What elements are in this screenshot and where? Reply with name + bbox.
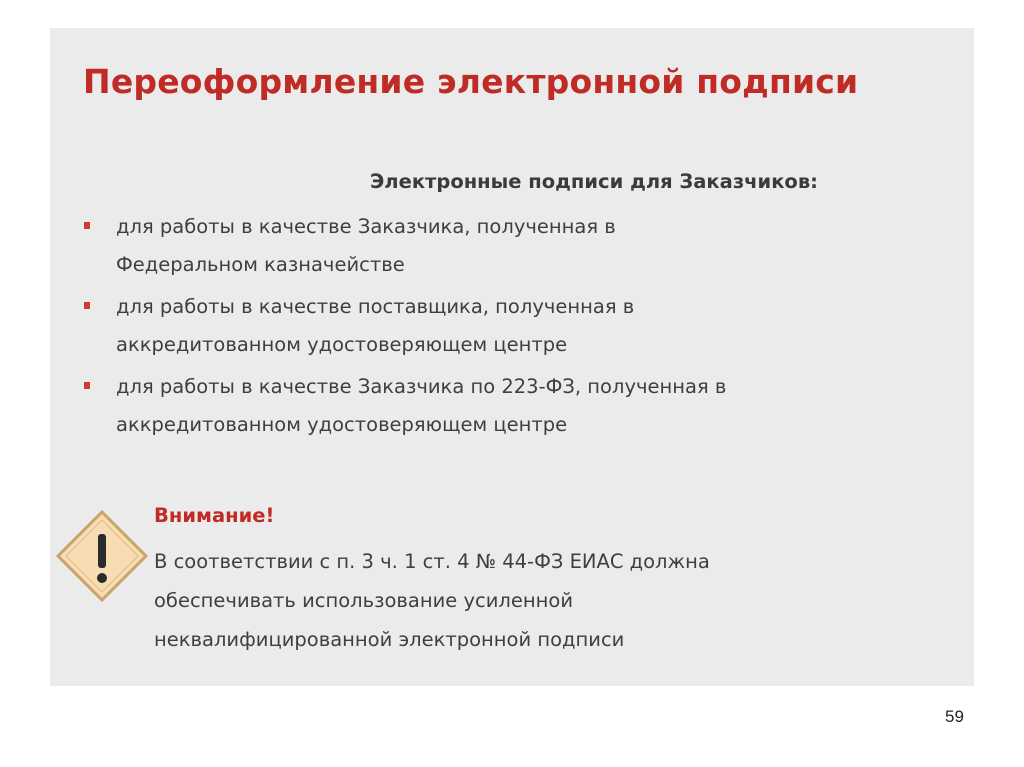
bullet-text-line: для работы в качестве поставщика, полученная в [116, 295, 635, 318]
bullet-marker-icon [84, 302, 90, 309]
bullet-list [80, 208, 940, 448]
slide-title: Переоформление электронной подписи [83, 62, 859, 101]
list-item [80, 288, 940, 364]
attention-text-line: неквалифицированной электронной подписи [154, 628, 625, 651]
bullet-text-line: аккредитованном удостоверяющем центре [116, 413, 568, 436]
warning-exclamation-icon [54, 508, 150, 604]
list-item [80, 208, 940, 284]
attention-text-line: В соответствии с п. 3 ч. 1 ст. 4 № 44-ФЗ ЕИАС должна [154, 550, 710, 573]
bullet-marker-icon [84, 222, 90, 229]
slide [50, 28, 974, 686]
list-item [80, 368, 940, 444]
bullet-text-line: аккредитованном удостоверяющем центре [116, 333, 568, 356]
attention-text-line: обеспечивать использование усиленной [154, 589, 573, 612]
attention-text [154, 542, 934, 659]
bullet-marker-icon [84, 382, 90, 389]
attention-title: Внимание! [154, 504, 275, 527]
bullet-text-line: Федеральном казначействе [116, 253, 405, 276]
bullet-text-line: для работы в качестве Заказчика по 223-ФЗ, полученная в [116, 375, 727, 398]
bullet-text-line: для работы в качестве Заказчика, полученная в [116, 215, 616, 238]
subheading: Электронные подписи для Заказчиков: [370, 170, 818, 193]
page-number: 59 [945, 707, 964, 726]
